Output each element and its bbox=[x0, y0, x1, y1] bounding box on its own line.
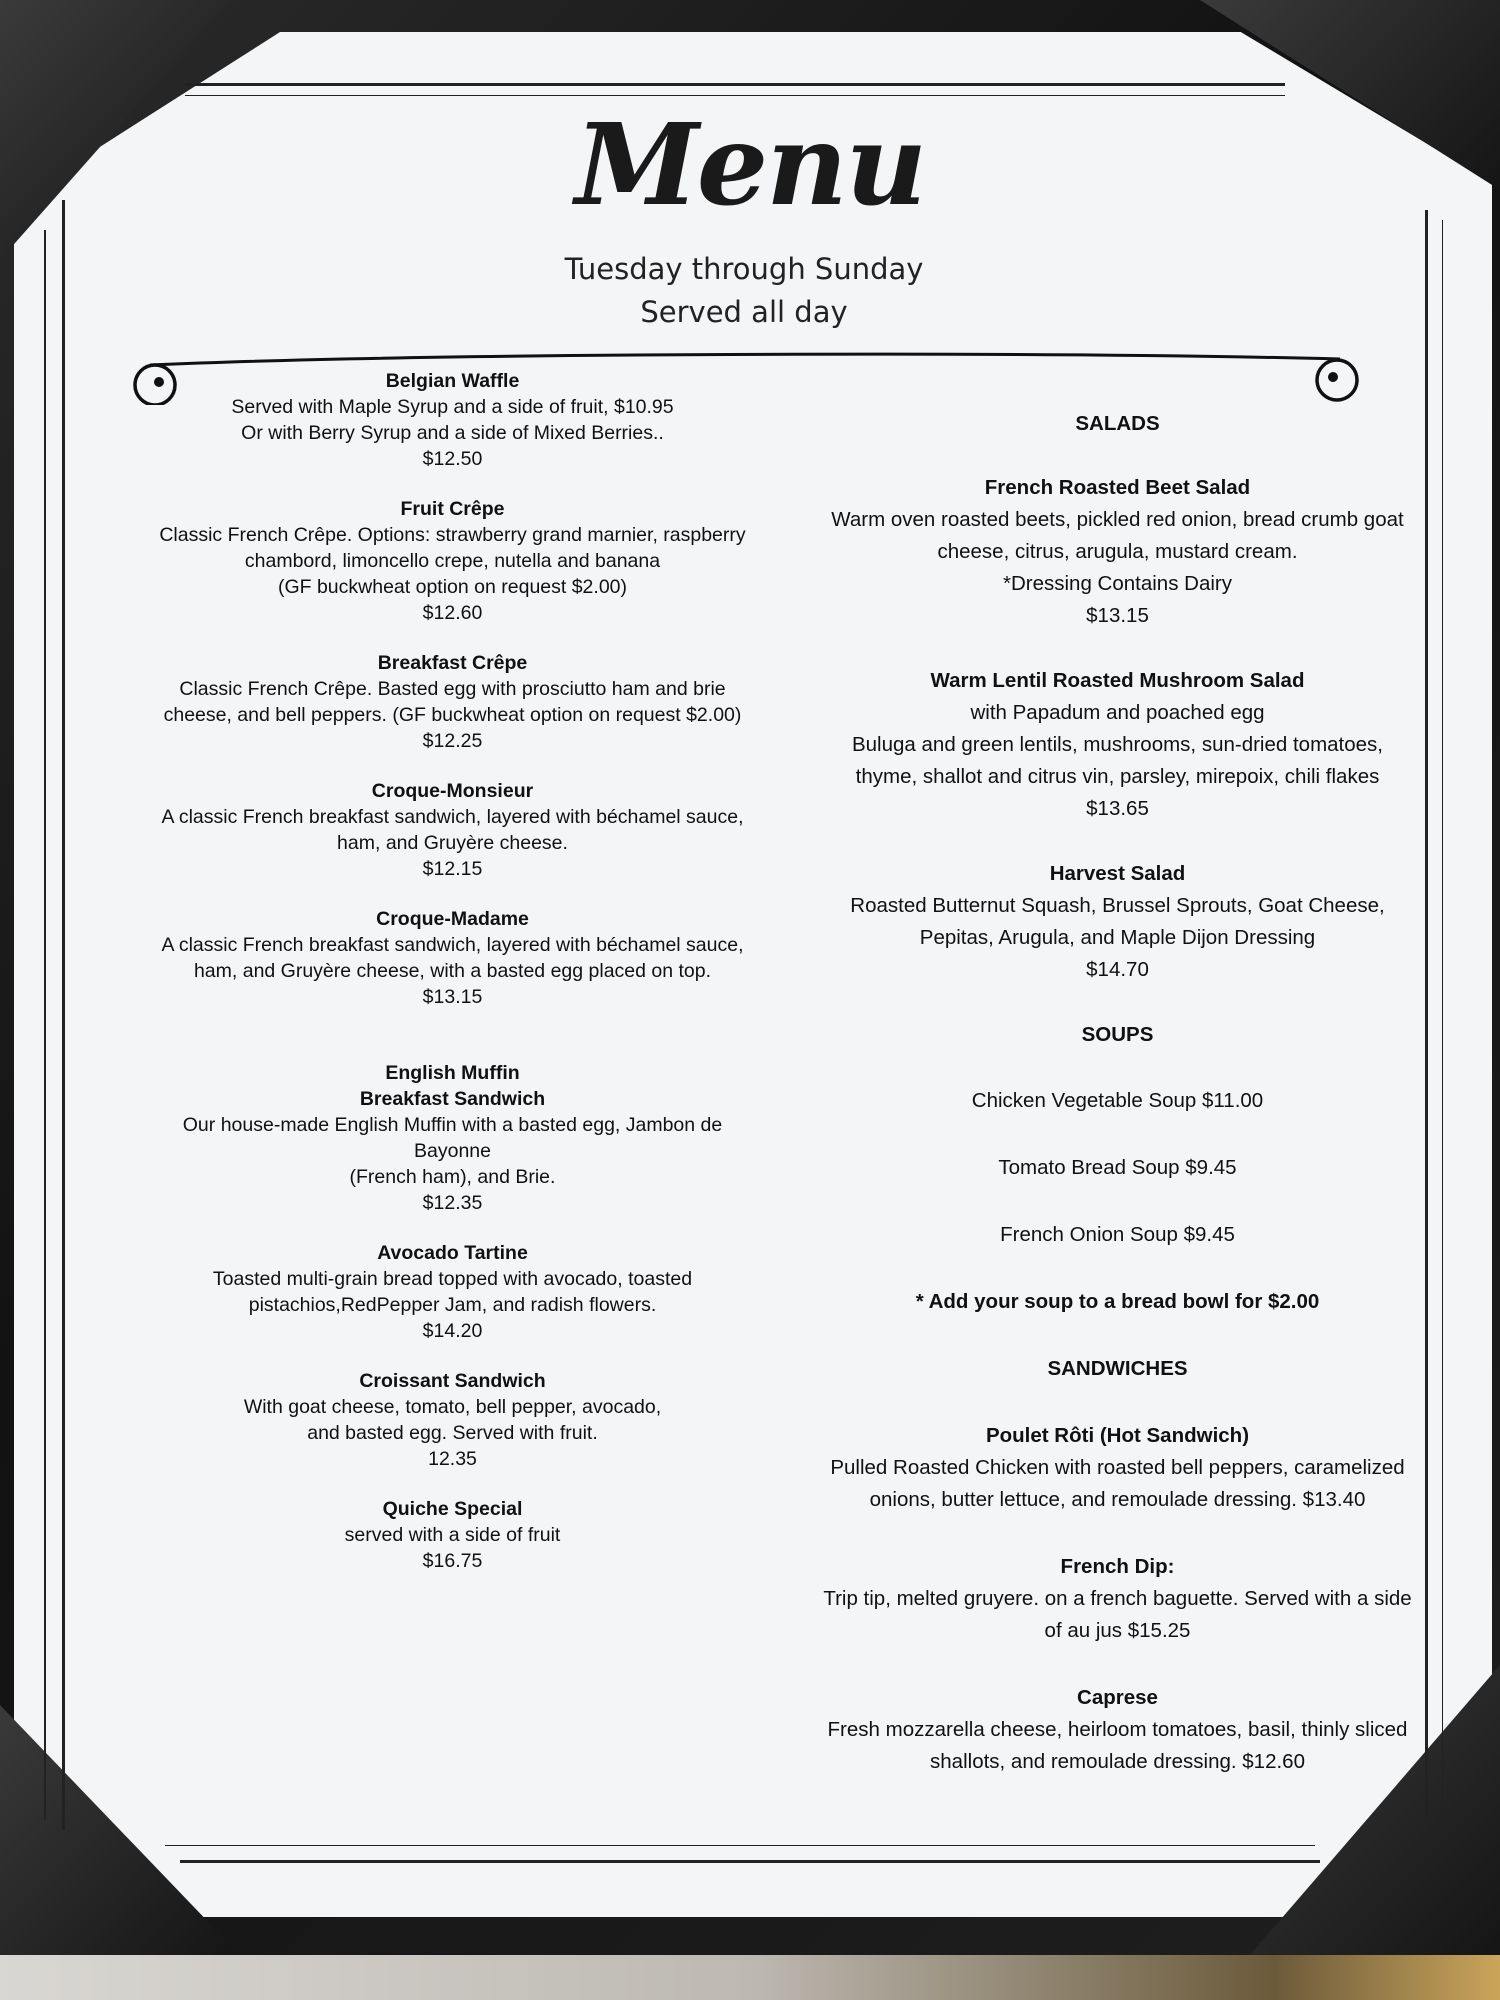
item-price: $13.15 bbox=[422, 986, 483, 1008]
item-description: of au jus $15.25 bbox=[1044, 1619, 1191, 1642]
border-line bbox=[1425, 210, 1428, 1820]
item-description: Served with Maple Syrup and a side of fruit, $10.95 bbox=[231, 396, 674, 418]
item-name: Poulet Rôti (Hot Sandwich) bbox=[985, 1424, 1250, 1447]
item-description: served with a side of fruit bbox=[344, 1524, 561, 1546]
item-price: $12.15 bbox=[422, 858, 483, 880]
menu-item bbox=[130, 1496, 775, 1574]
item-description: and basted egg. Served with fruit. bbox=[307, 1422, 598, 1444]
menu-item bbox=[130, 650, 775, 754]
item-description: Bayonne bbox=[414, 1140, 491, 1162]
item-description: Or with Berry Syrup and a side of Mixed Berries.. bbox=[241, 422, 664, 444]
item-description: cheese, citrus, arugula, mustard cream. bbox=[937, 540, 1298, 563]
item-description: Pepitas, Arugula, and Maple Dijon Dressing bbox=[919, 926, 1316, 949]
item-name: Croque-Madame bbox=[376, 908, 529, 930]
item-description: With goat cheese, tomato, bell pepper, avocado, bbox=[243, 1396, 662, 1418]
menu-subtitle-hours: Served all day bbox=[640, 295, 848, 329]
item-description: cheese, and bell peppers. (GF buckwheat option on request $2.00) bbox=[163, 704, 742, 726]
section-heading-sandwiches: SANDWICHES bbox=[1047, 1357, 1188, 1380]
item-name: Caprese bbox=[1077, 1686, 1158, 1709]
menu-item bbox=[810, 1420, 1425, 1516]
item-price: $12.50 bbox=[422, 448, 483, 470]
breakfast-column bbox=[130, 368, 775, 1574]
item-description: ham, and Gruyère cheese. bbox=[337, 832, 568, 854]
item-description: pistachios,RedPepper Jam, and radish flowers. bbox=[248, 1294, 657, 1316]
item-description: Fresh mozzarella cheese, heirloom tomatoes, basil, thinly sliced bbox=[827, 1718, 1408, 1741]
item-price: $12.60 bbox=[422, 602, 483, 624]
item-name: Quiche Special bbox=[382, 1498, 523, 1520]
soup-item: Chicken Vegetable Soup $11.00 bbox=[971, 1089, 1264, 1112]
item-name: English Muffin Breakfast Sandwich bbox=[359, 1062, 546, 1110]
item-name: Belgian Waffle bbox=[385, 370, 520, 392]
border-line bbox=[62, 200, 65, 1830]
item-description: Classic French Crêpe. Options: strawberry grand marnier, raspberry bbox=[159, 524, 746, 546]
item-description: Buluga and green lentils, mushrooms, sun-dried tomatoes, bbox=[851, 733, 1383, 756]
menu-item bbox=[130, 1240, 775, 1344]
menu-subtitle-days: Tuesday through Sunday bbox=[564, 252, 924, 286]
item-description: with Papadum and poached egg bbox=[970, 701, 1265, 724]
menu-item bbox=[810, 665, 1425, 825]
border-line bbox=[44, 230, 46, 1820]
item-price: $16.75 bbox=[422, 1550, 483, 1572]
menu-item bbox=[810, 858, 1425, 986]
menu-item bbox=[130, 496, 775, 626]
item-description: (GF buckwheat option on request $2.00) bbox=[277, 576, 628, 598]
item-description: onions, butter lettuce, and remoulade dressing. $13.40 bbox=[869, 1488, 1366, 1511]
menu-item bbox=[130, 368, 775, 472]
table-surface bbox=[0, 1955, 1500, 2000]
item-price: $14.20 bbox=[422, 1320, 483, 1342]
salads-soups-sandwiches-column bbox=[810, 408, 1425, 1778]
section-heading-soups: SOUPS bbox=[1081, 1023, 1154, 1046]
item-description: Classic French Crêpe. Basted egg with prosciutto ham and brie bbox=[179, 678, 726, 700]
item-price: $14.70 bbox=[1086, 958, 1149, 981]
item-description: ham, and Gruyère cheese, with a basted egg placed on top. bbox=[193, 960, 712, 982]
soup-item: Tomato Bread Soup $9.45 bbox=[998, 1156, 1237, 1179]
menu-item bbox=[130, 1368, 775, 1472]
item-price: 12.35 bbox=[428, 1448, 477, 1470]
menu-item bbox=[810, 1682, 1425, 1778]
item-name: French Dip: bbox=[1060, 1555, 1175, 1578]
item-note: *Dressing Contains Dairy bbox=[1002, 572, 1232, 595]
item-name: Breakfast Crêpe bbox=[377, 652, 528, 674]
menu-title: Menu bbox=[574, 100, 926, 231]
border-line bbox=[185, 83, 1285, 86]
item-description: Warm oven roasted beets, pickled red onion, bread crumb goat bbox=[831, 508, 1404, 531]
item-price: $13.65 bbox=[1086, 797, 1149, 820]
item-name: Croissant Sandwich bbox=[359, 1370, 546, 1392]
item-description: chambord, limoncello crepe, nutella and banana bbox=[244, 550, 661, 572]
item-name: Fruit Crêpe bbox=[400, 498, 505, 520]
item-description: (French ham), and Brie. bbox=[349, 1166, 556, 1188]
item-name: Warm Lentil Roasted Mushroom Salad bbox=[930, 669, 1305, 692]
item-description: Trip tip, melted gruyere. on a french baguette. Served with a side bbox=[823, 1587, 1412, 1610]
item-name: French Roasted Beet Salad bbox=[984, 476, 1251, 499]
border-line bbox=[165, 1845, 1315, 1846]
item-description: thyme, shallot and citrus vin, parsley, mirepoix, chili flakes bbox=[855, 765, 1380, 788]
soup-bread-bowl-note: * Add your soup to a bread bowl for $2.00 bbox=[915, 1290, 1320, 1313]
border-line bbox=[180, 1860, 1320, 1863]
item-name: Avocado Tartine bbox=[377, 1242, 528, 1264]
border-line bbox=[185, 95, 1285, 96]
item-description: Pulled Roasted Chicken with roasted bell peppers, caramelized bbox=[830, 1456, 1405, 1479]
item-description: A classic French breakfast sandwich, layered with béchamel sauce, bbox=[161, 934, 744, 956]
border-line bbox=[1442, 220, 1443, 1820]
item-price: $12.25 bbox=[422, 730, 483, 752]
menu-item bbox=[810, 1551, 1425, 1647]
item-description: A classic French breakfast sandwich, layered with béchamel sauce, bbox=[161, 806, 744, 828]
item-description: Roasted Butternut Squash, Brussel Sprouts, Goat Cheese, bbox=[850, 894, 1385, 917]
menu-item bbox=[130, 778, 775, 882]
item-name: Harvest Salad bbox=[1049, 862, 1186, 885]
item-name: Croque-Monsieur bbox=[371, 780, 534, 802]
item-description: Toasted multi-grain bread topped with avocado, toasted bbox=[212, 1268, 693, 1290]
menu-item bbox=[810, 472, 1425, 632]
item-price: $12.35 bbox=[422, 1192, 483, 1214]
menu-item bbox=[130, 906, 775, 1010]
item-description: Our house-made English Muffin with a basted egg, Jambon de bbox=[182, 1114, 723, 1136]
item-description: shallots, and remoulade dressing. $12.60 bbox=[930, 1750, 1305, 1773]
soup-item: French Onion Soup $9.45 bbox=[1000, 1223, 1235, 1246]
section-heading-salads: SALADS bbox=[1075, 412, 1160, 435]
item-price: $13.15 bbox=[1086, 604, 1149, 627]
menu-item bbox=[130, 1060, 775, 1216]
